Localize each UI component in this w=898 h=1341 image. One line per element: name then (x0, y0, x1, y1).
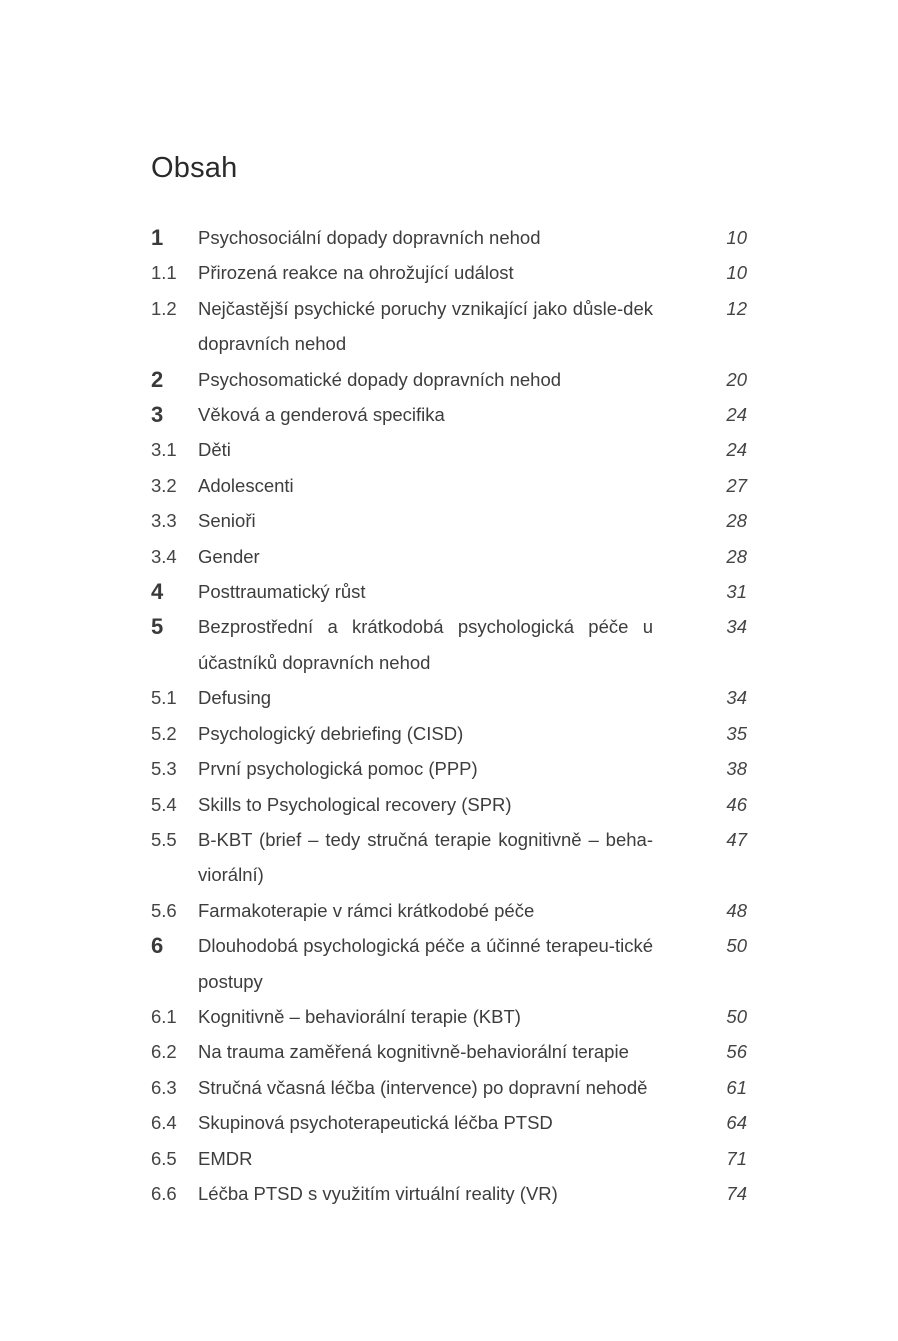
entry-page: 24 (726, 439, 747, 461)
entry-number: 5.6 (151, 899, 177, 921)
entry-title: Adolescenti (198, 474, 294, 496)
entry-page: 64 (726, 1112, 747, 1134)
entry-page: 48 (726, 899, 747, 921)
toc-entry[interactable] (151, 928, 751, 999)
toc-entry[interactable] (151, 893, 751, 928)
toc-entry[interactable] (151, 609, 751, 680)
entry-page: 10 (726, 227, 747, 248)
entry-page: 47 (726, 828, 747, 850)
toc-entry[interactable] (151, 468, 751, 503)
entry-number: 2 (151, 366, 164, 392)
toc-entry[interactable] (151, 362, 751, 397)
entry-number: 3.4 (151, 545, 177, 567)
entry-title: Léčba PTSD s využitím virtuální reality (VR) (198, 1182, 558, 1204)
entry-title: Nejčastější psychické poruchy vznikající jako důsle-dek dopravních nehod (198, 297, 653, 355)
entry-page: 28 (726, 510, 747, 532)
toc-entry[interactable] (151, 716, 751, 751)
entry-title: B-KBT (brief – tedy stručná terapie kognitivně – beha-viorální) (198, 828, 653, 886)
entry-number: 3.1 (151, 439, 177, 461)
entry-page: 50 (726, 1005, 747, 1027)
entry-title: Psychosomatické dopady dopravních nehod (198, 368, 562, 390)
entry-title: EMDR (198, 1147, 253, 1169)
page-title: Obsah (151, 152, 238, 184)
entry-title: Věková a genderová specifika (198, 404, 445, 426)
entry-title: Psychologický debriefing (CISD) (198, 722, 464, 744)
entry-title: Bezprostřední a krátkodobá psychologická péče u účastníků dopravních nehod (198, 616, 653, 673)
toc-entry[interactable] (151, 397, 751, 432)
entry-number: 1.2 (151, 297, 177, 319)
toc-entry[interactable] (151, 291, 751, 362)
entry-page: 34 (726, 687, 747, 709)
entry-page: 71 (726, 1147, 747, 1169)
entry-page: 27 (726, 474, 747, 496)
entry-number: 3 (151, 402, 164, 428)
entry-number: 6.5 (151, 1147, 177, 1169)
entry-number: 3.3 (151, 510, 177, 532)
entry-number: 1.1 (151, 262, 177, 284)
toc-entry[interactable] (151, 539, 751, 574)
entry-title: Stručná včasná léčba (intervence) po dopravní nehodě (198, 1076, 648, 1098)
entry-page: 46 (726, 793, 747, 815)
entry-page: 74 (726, 1182, 747, 1204)
entry-number: 5.5 (151, 828, 177, 850)
toc-entry[interactable] (151, 1034, 751, 1069)
entry-number: 3.2 (151, 474, 177, 496)
toc-entry[interactable] (151, 220, 751, 255)
entry-number: 6.3 (151, 1076, 177, 1098)
entry-title: Dlouhodobá psychologická péče a účinné terapeu-tické postupy (198, 935, 653, 992)
entry-page: 10 (726, 262, 747, 284)
toc-entry[interactable] (151, 1176, 751, 1211)
entry-page: 34 (726, 616, 747, 638)
entry-number: 5.2 (151, 722, 177, 744)
entry-number: 5 (151, 614, 164, 640)
entry-title: První psychologická pomoc (PPP) (198, 758, 478, 780)
entry-page: 12 (726, 297, 747, 319)
entry-title: Skills to Psychological recovery (SPR) (198, 793, 512, 815)
entry-title: Přirozená reakce na ohrožující událost (198, 262, 514, 284)
entry-number: 4 (151, 579, 164, 605)
entry-number: 1 (151, 225, 164, 250)
entry-page: 35 (726, 722, 747, 744)
entry-title: Senioři (198, 510, 256, 532)
entry-title: Posttraumatický růst (198, 581, 366, 603)
entry-number: 6.1 (151, 1005, 177, 1027)
entry-number: 6 (151, 933, 164, 959)
entry-page: 20 (726, 368, 747, 390)
table-of-contents (151, 220, 751, 1211)
entry-number: 5.3 (151, 758, 177, 780)
entry-title: Kognitivně – behaviorální terapie (KBT) (198, 1005, 521, 1027)
toc-entry[interactable] (151, 255, 751, 290)
toc-entry[interactable] (151, 1070, 751, 1105)
entry-title: Farmakoterapie v rámci krátkodobé péče (198, 899, 535, 921)
entry-number: 6.6 (151, 1182, 177, 1204)
entry-page: 38 (726, 758, 747, 780)
entry-page: 50 (726, 935, 747, 957)
entry-page: 61 (726, 1076, 747, 1098)
toc-entry[interactable] (151, 680, 751, 715)
entry-title: Na trauma zaměřená kognitivně-behaviorální terapie (198, 1041, 629, 1063)
toc-entry[interactable] (151, 999, 751, 1034)
toc-entry[interactable] (151, 822, 751, 893)
entry-page: 31 (726, 581, 747, 603)
toc-entry[interactable] (151, 751, 751, 786)
toc-entry[interactable] (151, 503, 751, 538)
toc-entry[interactable] (151, 1141, 751, 1176)
entry-number: 5.4 (151, 793, 177, 815)
entry-title: Psychosociální dopady dopravních nehod (198, 227, 541, 248)
toc-entry[interactable] (151, 1105, 751, 1140)
entry-page: 24 (726, 404, 747, 426)
entry-number: 6.4 (151, 1112, 177, 1134)
toc-entry[interactable] (151, 574, 751, 609)
entry-number: 6.2 (151, 1041, 177, 1063)
entry-page: 56 (726, 1041, 747, 1063)
entry-title: Defusing (198, 687, 272, 709)
entry-title: Skupinová psychoterapeutická léčba PTSD (198, 1112, 553, 1134)
entry-number: 5.1 (151, 687, 177, 709)
entry-page: 28 (726, 545, 747, 567)
entry-title: Děti (198, 439, 231, 461)
toc-entry[interactable] (151, 787, 751, 822)
entry-title: Gender (198, 545, 260, 567)
toc-entry[interactable] (151, 432, 751, 467)
